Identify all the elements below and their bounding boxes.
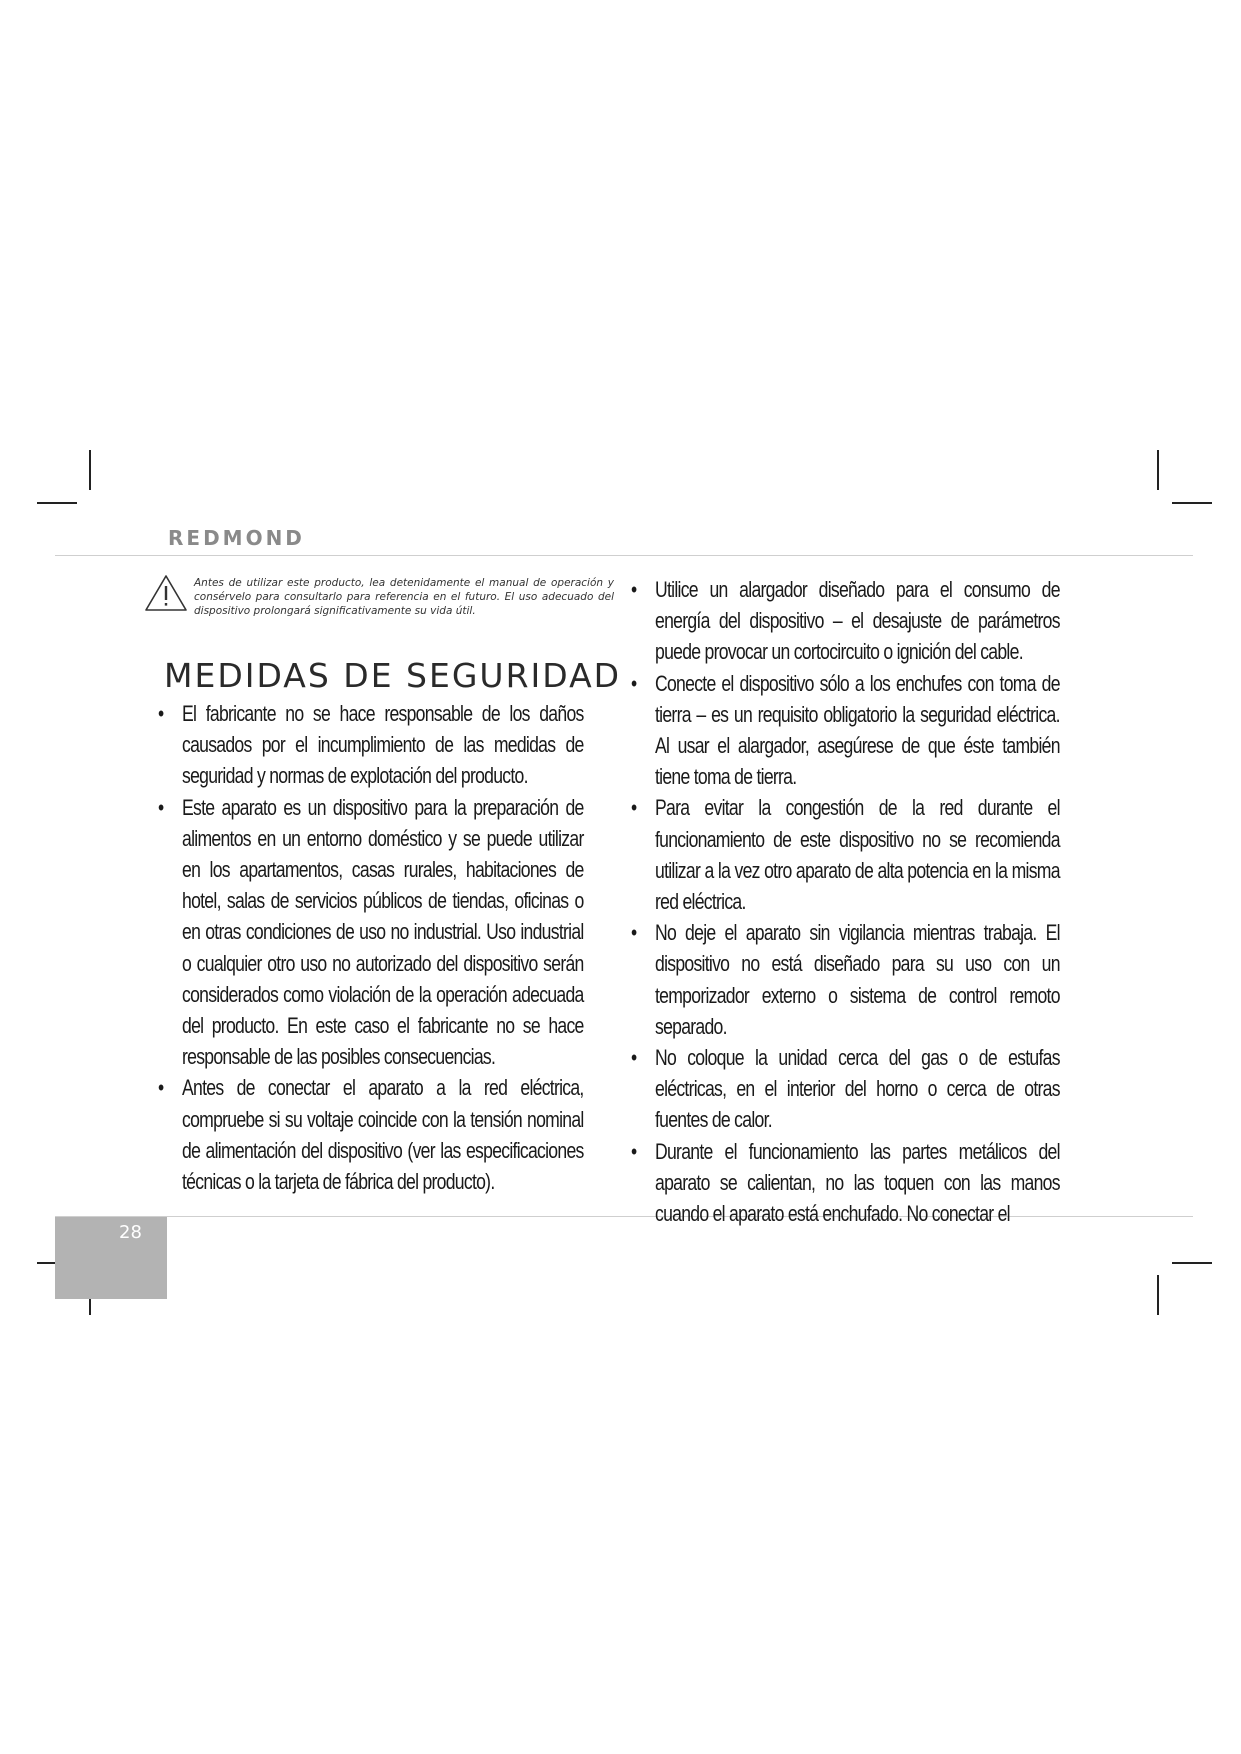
- crop-mark: [1157, 450, 1159, 490]
- list-item-text: Durante el funcionamiento las partes metálicos del aparato se calientan, no las toquen con las manos cuando el aparato está enchufado. No conectar el: [655, 1138, 1060, 1227]
- list-item-text: No coloque la unidad cerca del gas o de estufas eléctricas, en el interior del horno o cerca de otras fuentes de calor.: [655, 1045, 1060, 1133]
- bullet: •: [631, 670, 637, 696]
- list-item: [631, 574, 1060, 668]
- list-item: [158, 698, 584, 792]
- crop-mark: [1157, 1275, 1159, 1315]
- bullet: •: [631, 577, 637, 602]
- bullet: •: [158, 794, 164, 820]
- page-title: MEDIDAS DE SEGURIDAD: [164, 656, 622, 695]
- crop-mark: [89, 450, 91, 490]
- brand-logo: REDMOND: [168, 526, 305, 550]
- bullet: •: [631, 795, 637, 821]
- page-number: 28: [119, 1222, 142, 1243]
- safety-list-right: [631, 574, 1060, 1229]
- list-item: [631, 792, 1060, 917]
- bullet: •: [158, 1075, 164, 1101]
- page-number-box: [55, 1217, 167, 1299]
- header-rule: [55, 555, 1193, 556]
- list-item: [631, 1136, 1060, 1230]
- bullet: •: [158, 701, 164, 726]
- list-item-text: Conecte el dispositivo sólo a los enchufes con toma de tierra – es un requisito obligatorio la seguridad eléctrica. Al usar el alargador, asegúrese de que éste también tiene toma de tierra.: [655, 670, 1060, 790]
- crop-mark: [37, 502, 77, 504]
- crop-mark: [1172, 502, 1212, 504]
- list-item-text: El fabricante no se hace responsable de los daños causados por el incumplimiento de las medidas de seguridad y normas de explotación del producto.: [182, 701, 584, 789]
- list-item-text: Para evitar la congestión de la red durante el funcionamiento de este dispositivo no se recomienda utilizar a la vez otro aparato de alta potencia en la misma red eléctrica.: [655, 795, 1060, 915]
- list-item-text: Utilice un alargador diseñado para el consumo de energía del dispositivo – el desajuste de parámetros puede provocar un cortocircuito o ignición del cable.: [655, 577, 1060, 665]
- list-item: [158, 1072, 584, 1197]
- list-item-text: No deje el aparato sin vigilancia mientras trabaja. El dispositivo no está diseñado para su uso con un temporizador externo o sistema de control remoto separado.: [655, 920, 1060, 1039]
- list-item: [158, 792, 584, 1073]
- warning-triangle-icon: [144, 574, 188, 612]
- list-item: [631, 1042, 1060, 1136]
- safety-list-left: [158, 698, 584, 1197]
- bullet: •: [631, 1045, 637, 1071]
- list-item-text: Este aparato es un dispositivo para la preparación de alimentos en un entorno doméstico y se puede utilizar en los apartamentos, casas rurales, habitaciones de hotel, salas de servicios públicos de tiendas, oficinas o en otras condiciones de uso no industrial. Uso industrial o cualquier otro uso no autorizado del dispositivo serán considerados como violación de la operación adecuada del producto. En este caso el fabricante no se hace responsable de las posibles consecuencias.: [182, 794, 584, 1070]
- crop-mark: [1172, 1262, 1212, 1264]
- bullet: •: [631, 920, 637, 946]
- bullet: •: [631, 1138, 637, 1164]
- list-item: [631, 668, 1060, 793]
- list-item: [631, 917, 1060, 1042]
- warning-text: Antes de utilizar este producto, lea detenidamente el manual de operación y consérvelo para consultarlo para referencia en el futuro. El uso adecuado del dispositivo prolongará significativamente su vida útil.: [194, 577, 614, 617]
- list-item-text: Antes de conectar el aparato a la red eléctrica, compruebe si su voltaje coincide con la tensión nominal de alimentación del dispositivo (ver las especificaciones técnicas o la tarjeta de fábrica del producto).: [182, 1075, 584, 1195]
